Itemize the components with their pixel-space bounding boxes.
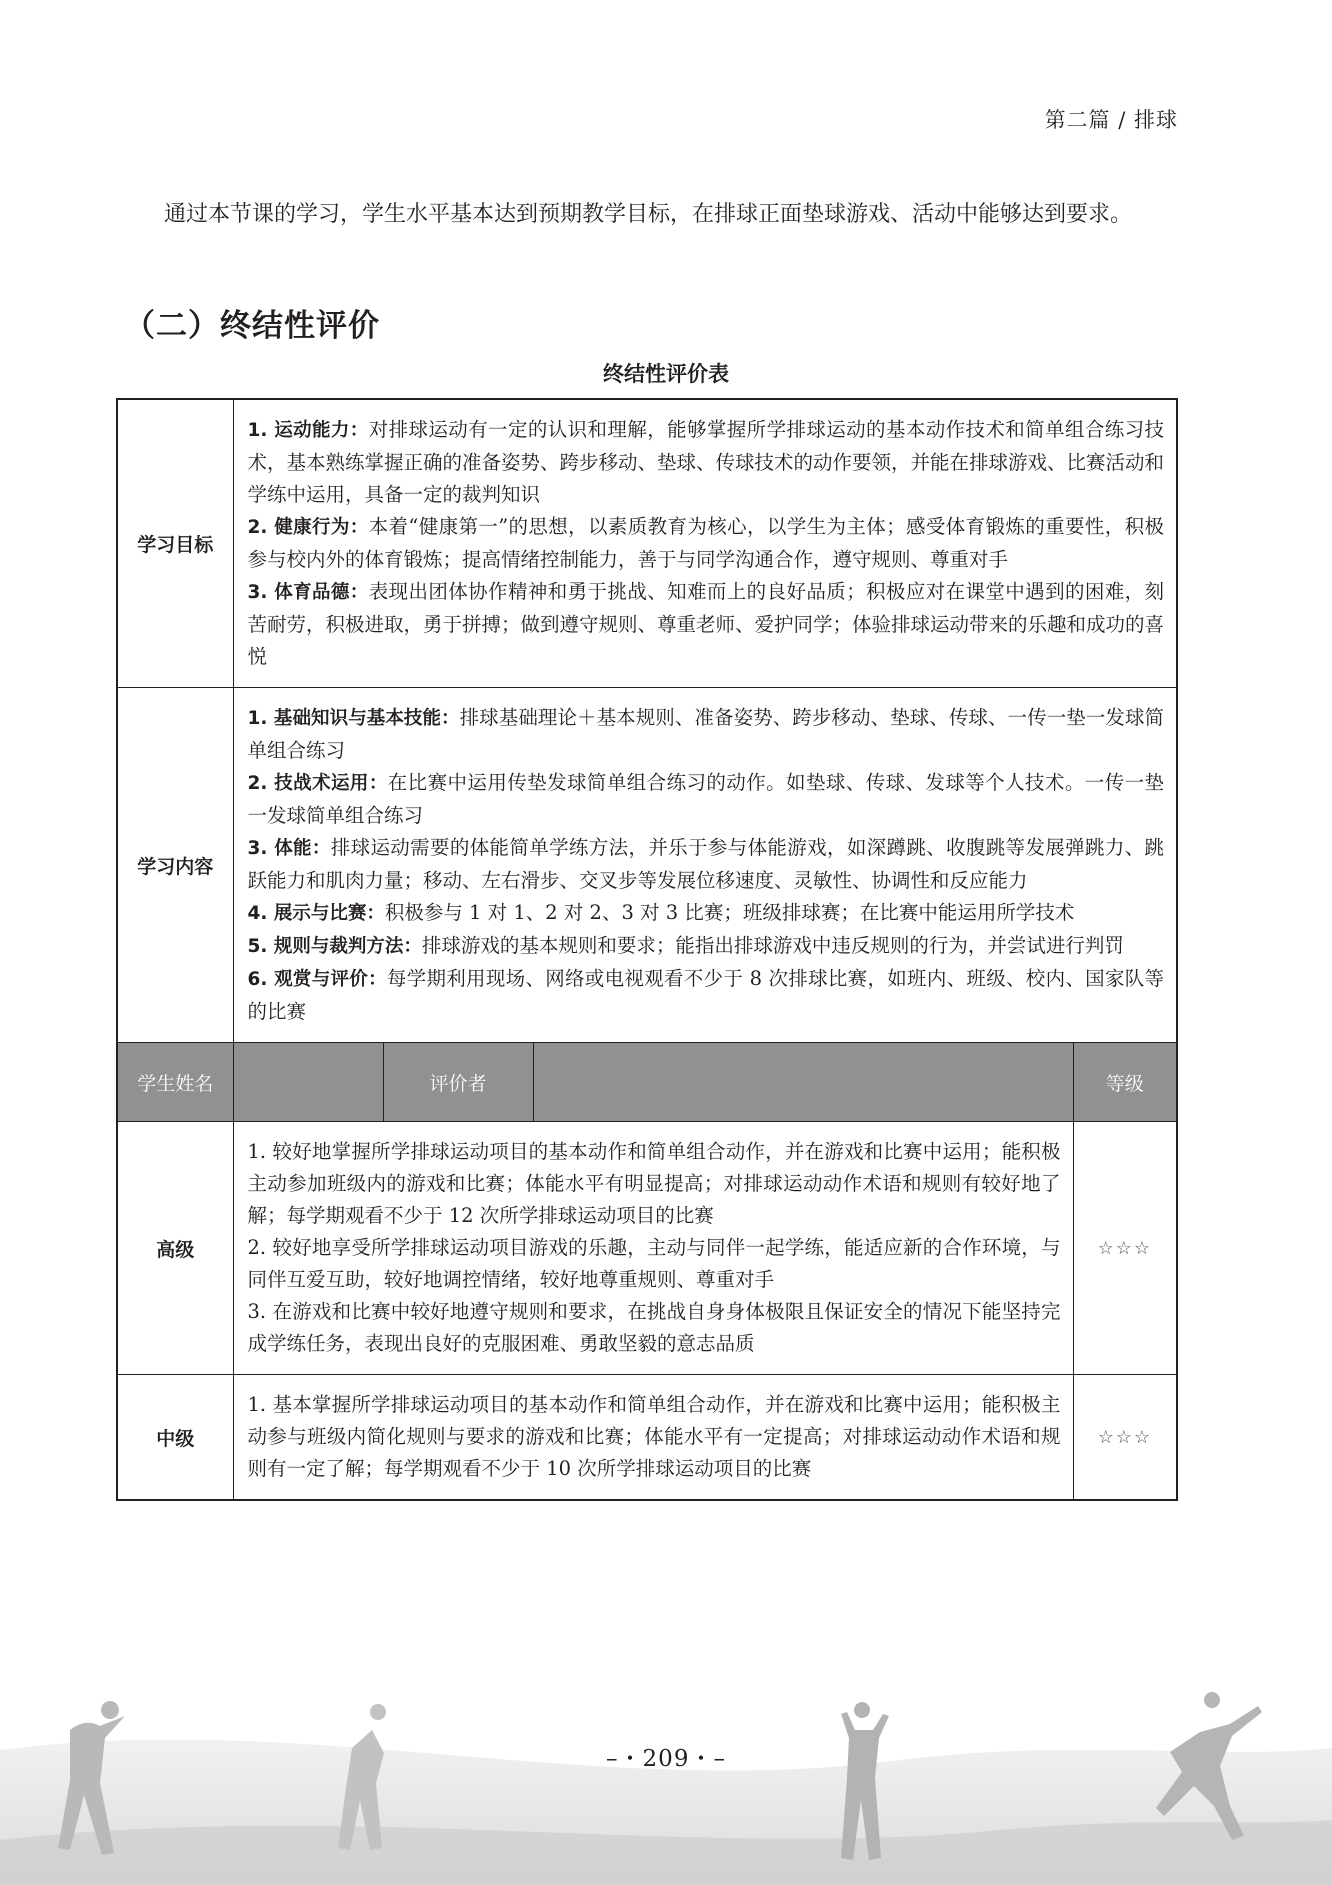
content-row [117,688,1177,1043]
criteria-item: 2. 较好地享受所学排球运动项目游戏的乐趣，主动与同伴一起学练，能适应新的合作环境，与同伴互爱互助，较好地调控情绪，较好地尊重规则、尊重对手 [247,1236,1061,1291]
goals-cell [233,399,1177,688]
content-item-title: 1. 基础知识与基本技能： [247,708,460,729]
goals-item-text: 对排球运动有一定的认识和理解，能够掌握所学排球运动的基本动作技术和简单组合练习技术，基本熟练掌握正确的准备姿势、跨步移动、垫球、传球技术的动作要领，并能在排球游戏、比赛活动和学练中运用，具备一定的裁判知识 [247,418,1165,506]
content-item [248,897,1165,930]
evaluator-header: 评价者 [383,1043,533,1122]
content-item [248,702,1165,767]
level-middle-label: 中级 [117,1375,233,1501]
content-item-text: 排球基础理论＋基本规则、准备姿势、跨步移动、垫球、传球、一传一垫一发球简单组合练习 [247,706,1165,762]
goals-item-text: 表现出团体协作精神和勇于挑战、知难而上的良好品质；积极应对在课堂中遇到的困难，刻苦耐劳，积极进取，勇于拼搏；做到遵守规则、尊重老师、爱护同学；体验排球运动带来的乐趣和成功的喜悦 [247,580,1165,668]
content-item-text: 排球运动需要的体能简单学练方法，并乐于参与体能游戏，如深蹲跳、收腹跳等发展弹跳力、跳跃能力和肌肉力量；移动、左右滑步、交叉步等发展位移速度、灵敏性、协调性和反应能力 [247,836,1165,892]
level-high-row [117,1122,1177,1375]
content-item [248,930,1165,963]
content-item [248,832,1165,897]
level-high-label: 高级 [117,1122,233,1375]
content-label: 学习内容 [117,688,233,1043]
goals-label: 学习目标 [117,399,233,688]
content-item-text: 在比赛中运用传垫发球简单组合练习的动作。如垫球、传球、发球等个人技术。一传一垫一发球简单组合练习 [247,771,1165,827]
goals-item [248,576,1165,673]
content-item-title: 5. 规则与裁判方法： [247,936,422,957]
goals-item [248,414,1165,511]
goals-item-title: 3. 体育品德： [247,582,369,603]
level-high-stars: ☆☆☆ [1073,1122,1177,1375]
goals-item-title: 2. 健康行为： [247,517,369,538]
content-item-title: 2. 技战术运用： [247,773,388,794]
goals-item-text: 本着“健康第一”的思想，以素质教育为核心，以学生为主体；感受体育锻炼的重要性，积极参与校内外的体育锻炼；提高情绪控制能力，善于与同学沟通合作，遵守规则、尊重对手 [247,515,1165,571]
student-name-value[interactable] [233,1043,383,1122]
content-item-title: 6. 观赏与评价： [247,969,387,990]
level-middle-criteria [233,1375,1073,1501]
content-item [248,767,1165,832]
level-middle-row [117,1375,1177,1501]
header-row [117,1043,1177,1122]
running-head: 第二篇 / 排球 [1044,108,1178,132]
evaluation-table [116,398,1178,1501]
content-item-title: 3. 体能： [247,838,331,859]
section-heading: （二）终结性评价 [124,308,380,344]
content-item-text: 排球游戏的基本规则和要求；能指出排球游戏中违反规则的行为，并尝试进行判罚 [421,934,1124,957]
student-name-header: 学生姓名 [117,1043,233,1122]
page-number: –・209・– [606,1746,726,1772]
criteria-item: 3. 在游戏和比赛中较好地遵守规则和要求，在挑战自身身体极限且保证安全的情况下能坚持完成学练任务，表现出良好的克服困难、勇敢坚毅的意志品质 [247,1300,1061,1355]
content-cell [233,688,1177,1043]
content-item-text: 每学期利用现场、网络或电视观看不少于 8 次排球比赛，如班内、班级、校内、国家队等的比赛 [247,967,1165,1023]
goals-item [248,511,1165,576]
content-item-text: 积极参与 1 对 1、2 对 2、3 对 3 比赛；班级排球赛；在比赛中能运用所学技术 [384,901,1075,924]
goals-item-title: 1. 运动能力： [247,420,369,441]
grade-header: 等级 [1073,1043,1177,1122]
criteria-item: 1. 基本掌握所学排球运动项目的基本动作和简单组合动作，并在游戏和比赛中运用；能积极主动参与班级内简化规则与要求的游戏和比赛；体能水平有一定提高；对排球运动动作术语和规则有一定了解；每学期观看不少于 10 次所学排球运动项目的比赛 [247,1393,1061,1480]
footer-volleyball-illustration [0,1690,1332,1885]
content-item [248,963,1165,1028]
table-title: 终结性评价表 [603,362,729,386]
content-item-title: 4. 展示与比赛： [247,903,385,924]
goals-row [117,399,1177,688]
criteria-item: 1. 较好地掌握所学排球运动项目的基本动作和简单组合动作，并在游戏和比赛中运用；能积极主动参加班级内的游戏和比赛；体能水平有明显提高；对排球运动动作术语和规则有较好地了解；每学期观看不少于 12 次所学排球运动项目的比赛 [247,1140,1061,1227]
intro-paragraph: 通过本节课的学习，学生水平基本达到预期教学目标，在排球正面垫球游戏、活动中能够达到要求。 [164,202,1133,227]
level-middle-stars: ☆☆☆ [1073,1375,1177,1501]
evaluator-value[interactable] [533,1043,1073,1122]
level-high-criteria [233,1122,1073,1375]
